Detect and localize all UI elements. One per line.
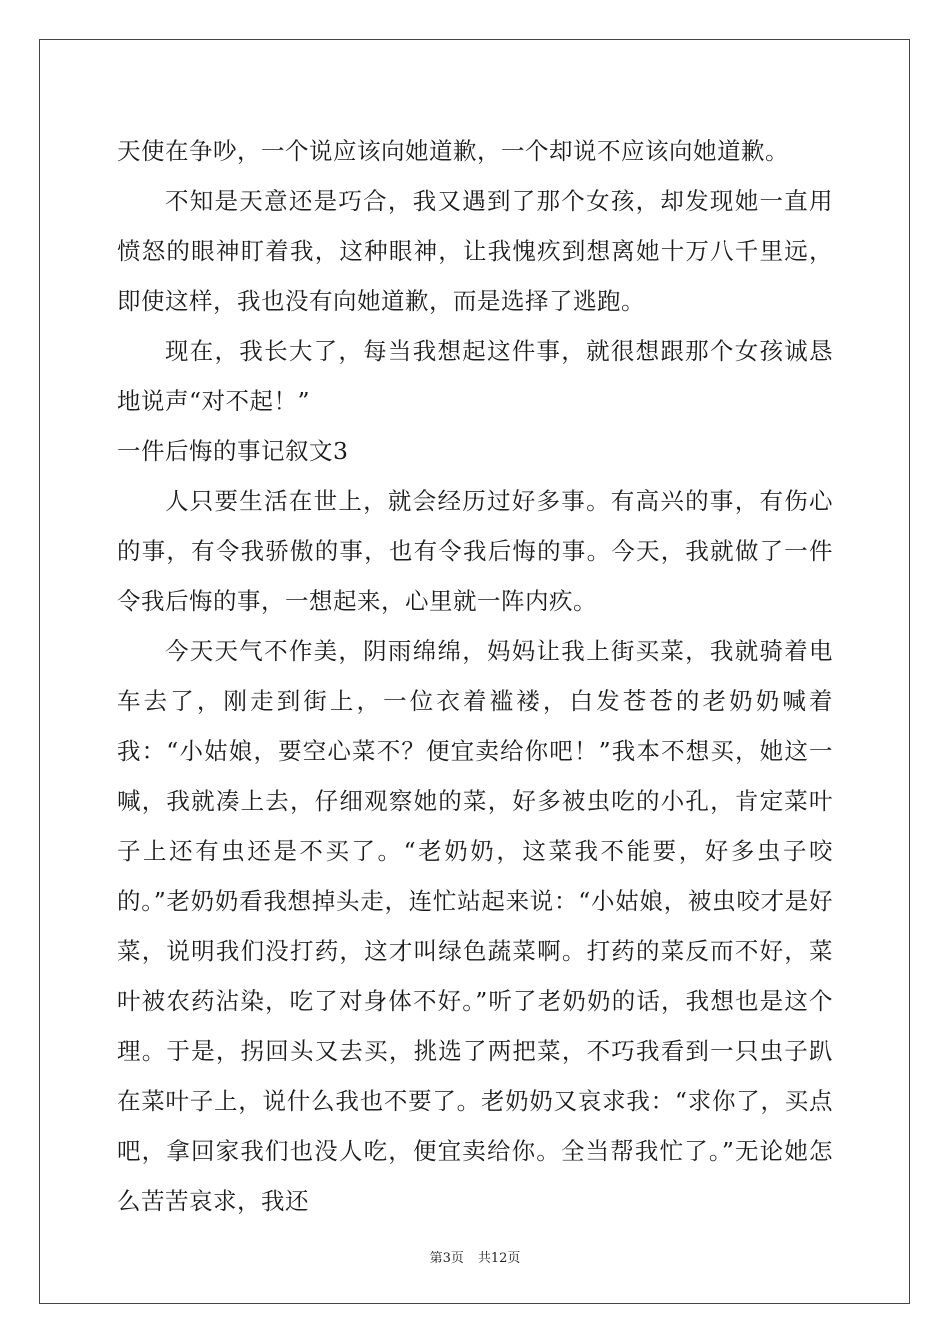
- paragraph-1: 天使在争吵，一个说应该向她道歉，一个却说不应该向她道歉。: [117, 137, 789, 165]
- page-number: 第3页: [429, 1251, 464, 1266]
- page-total: 共12页: [477, 1251, 521, 1266]
- section-heading: 一件后悔的事记叙文3: [117, 437, 349, 465]
- document-body: [117, 126, 833, 1226]
- paragraph-5: 今天天气不作美，阴雨绵绵，妈妈让我上街买菜，我就骑着电车去了，刚走到街上，一位衣着褴褛，白发苍苍的老奶奶喊着我：“小姑娘，要空心菜不？便宜卖给你吧！”我本不想买，她这一喊，我就凑上去，仔细观察她的菜，好多被虫吃的小孔，肯定菜叶子上还有虫还是不买了。“老奶奶，这菜我不能要，好多虫子咬的。”老奶奶看我想掉头走，连忙站起来说：“小姑娘，被虫咬才是好菜，说明我们没打药，这才叫绿色蔬菜啊。打药的菜反而不好，菜叶被农药沾染，吃了对身体不好。”听了老奶奶的话，我想也是这个理。于是，拐回头又去买，挑选了两把菜，不巧我看到一只虫子趴在菜叶子上，说什么我也不要了。老奶奶又哀求我：“求你了，买点吧，拿回家我们也没人吃，便宜卖给你。全当帮我忙了。”无论她怎么苦苦哀求，我还: [117, 637, 833, 1215]
- paragraph-2: 不知是天意还是巧合，我又遇到了那个女孩，却发现她一直用愤怒的眼神盯着我，这种眼神，让我愧疚到想离她十万八千里远，即使这样，我也没有向她道歉，而是选择了逃跑。: [117, 187, 833, 315]
- paragraph-4: 人只要生活在世上，就会经历过好多事。有高兴的事，有伤心的事，有令我骄傲的事，也有令我后悔的事。今天，我就做了一件令我后悔的事，一想起来，心里就一阵内疚。: [117, 487, 833, 615]
- page-footer: [0, 1247, 950, 1266]
- paragraph-3: 现在，我长大了，每当我想起这件事，就很想跟那个女孩诚恳地说声“对不起！”: [117, 337, 833, 415]
